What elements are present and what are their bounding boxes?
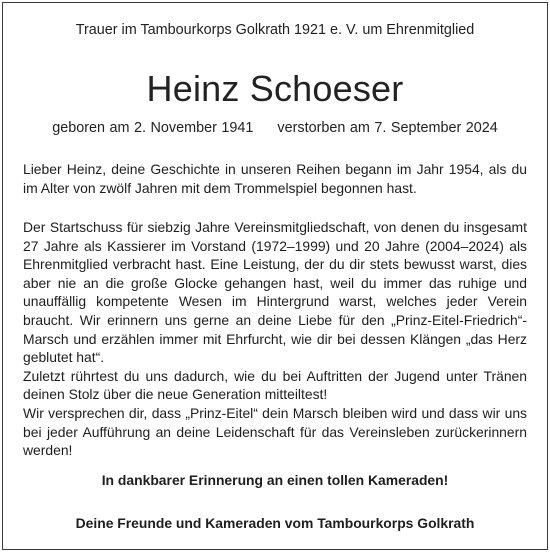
tribute-text — [23, 218, 527, 460]
intro-paragraph: Lieber Heinz, deine Geschichte in unseren Reihen begann im Jahr 1954, als du im Alter von zwölf Jahren mit dem Trommelspiel begonnen hast. — [23, 161, 527, 196]
tribute-paragraph: Der Startschuss für siebzig Jahre Vereinsmitgliedschaft, von denen du insgesamt 27 Jahre als Kassierer im Vorstand (1972–1999) und 20 Jahre (2004–2024) als Ehrenmitglied verbracht hast. Eine Leistung, der du dir stets bewusst warst, dies aber nie an die große Glocke gehangen hast, weil du immer das ruhige und unauffällig kompetente Wesen im Hintergrund warst, welches jeder Verein braucht. Wir erinnern uns gerne an deine Liebe für den „Prinz-Eitel-Friedrich“-Marsch und erzählen immer mit Ehrfurcht, wie dir bei dessen Klängen „das Herz geblutet hat“. — [23, 219, 527, 366]
closing-line: In dankbarer Erinnerung an einen tollen Kameraden! — [101, 472, 449, 488]
death-date: verstorben am 7. September 2024 — [277, 120, 498, 136]
life-dates — [0, 120, 550, 136]
notice-header: Trauer im Tambourkorps Golkrath 1921 e. V. um Ehrenmitglied — [75, 22, 475, 38]
signoff-line: Deine Freunde und Kameraden vom Tambourkorps Golkrath — [75, 515, 475, 531]
promise-paragraph: Wir versprechen dir, dass „Prinz-Eitel“ dein Marsch bleiben wird und dass wir uns bei jeder Aufführung an deine Leidenschaft für das Vereinsleben zurückerinnern werden! — [23, 404, 527, 459]
birth-date: geboren am 2. November 1941 — [52, 120, 254, 136]
deceased-name: Heinz Schoeser — [146, 68, 404, 109]
youth-paragraph: Zuletzt rührtest du uns dadurch, wie du bei Auftritten der Jugend unter Tränen deinen Stolz über die neue Generation mitteiltest! — [23, 367, 527, 403]
